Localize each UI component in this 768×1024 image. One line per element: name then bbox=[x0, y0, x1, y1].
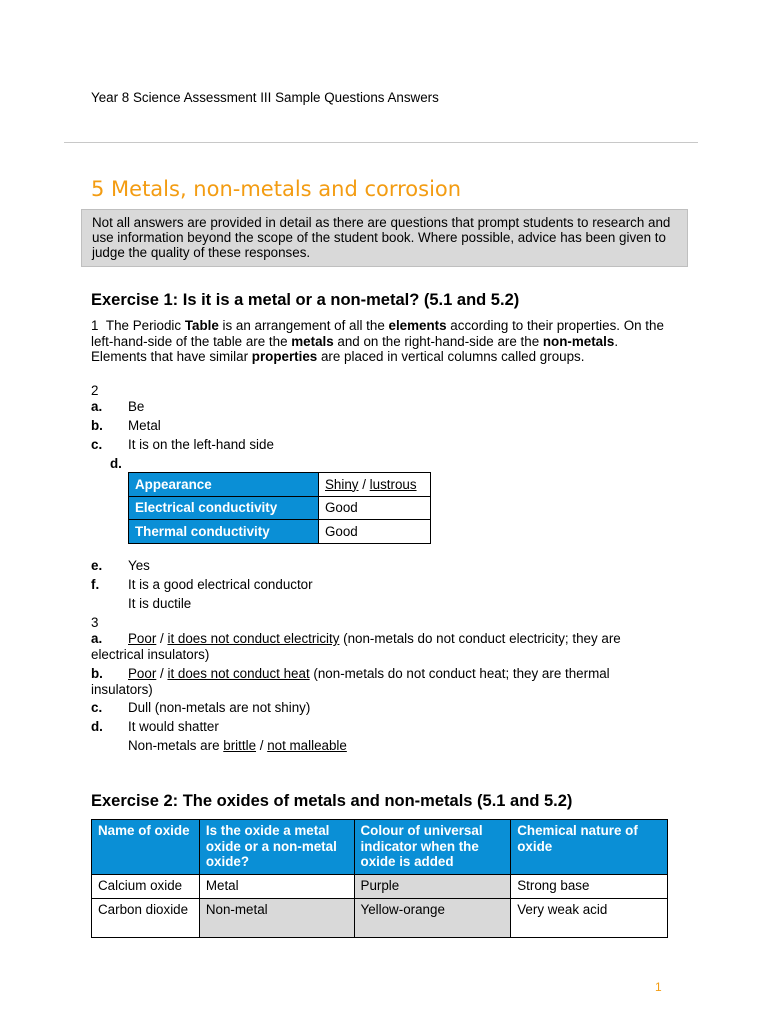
column-header: Is the oxide a metal oxide or a non-metal oxide? bbox=[199, 820, 354, 875]
answer-2b: Metal bbox=[128, 418, 161, 433]
properties-table bbox=[128, 472, 431, 544]
question-1-answer: 1 The Periodic Table is an arrangement of all the elements according to their properties. On the left-hand-side of the table are the metals and on the right-hand-side are the non-metals. Elements that have similar properties are placed in vertical columns called groups. bbox=[91, 318, 664, 364]
section-title: 5 Metals, non-metals and corrosion bbox=[91, 177, 462, 201]
answer-2f-line2: It is ductile bbox=[128, 596, 192, 611]
question-number: 1 bbox=[91, 318, 99, 333]
table-header-cell: Thermal conductivity bbox=[129, 520, 319, 544]
exercise-2-heading: Exercise 2: The oxides of metals and non-metals (5.1 and 5.2) bbox=[91, 792, 573, 810]
column-header: Colour of universal indicator when the oxide is added bbox=[354, 820, 511, 875]
answer-2f-line1: It is a good electrical conductor bbox=[128, 577, 313, 592]
answer-2a: Be bbox=[128, 399, 145, 414]
table-cell: Shiny / lustrous bbox=[319, 473, 431, 497]
table-cell: Purple bbox=[354, 875, 511, 899]
answer-3d-line1: It would shatter bbox=[128, 719, 219, 734]
table-row bbox=[92, 899, 668, 938]
note-box: Not all answers are provided in detail as there are questions that prompt students to research and use information beyond the scope of the student book. Where possible, advice has been given to judge the quality of these responses. bbox=[81, 209, 688, 267]
table-cell: Good bbox=[319, 496, 431, 520]
table-cell: Metal bbox=[199, 875, 354, 899]
answer-label: d. bbox=[110, 456, 122, 471]
answer-label: c. bbox=[91, 437, 103, 452]
table-header-cell: Electrical conductivity bbox=[129, 496, 319, 520]
answer-label: d. bbox=[91, 719, 103, 734]
table-row bbox=[92, 875, 668, 899]
answer-label: a. bbox=[91, 631, 103, 646]
answer-label: f. bbox=[91, 577, 100, 592]
table-cell: Good bbox=[319, 520, 431, 544]
table-row bbox=[129, 520, 431, 544]
table-cell: Very weak acid bbox=[511, 899, 668, 938]
table-cell: Non-metal bbox=[199, 899, 354, 938]
answer-3b: Poor / it does not conduct heat (non-metals do not conduct heat; they are thermal insulators) bbox=[91, 666, 610, 697]
page-number: 1 bbox=[655, 980, 662, 994]
oxides-table bbox=[91, 819, 668, 938]
table-header-row bbox=[92, 820, 668, 875]
answer-label: e. bbox=[91, 558, 103, 573]
answer-2e: Yes bbox=[128, 558, 150, 573]
answer-3a: Poor / it does not conduct electricity (non-metals do not conduct electricity; they are electrical insulators) bbox=[91, 631, 621, 662]
exercise-1-heading: Exercise 1: Is it is a metal or a non-metal? (5.1 and 5.2) bbox=[91, 291, 520, 309]
document-header: Year 8 Science Assessment III Sample Questions Answers bbox=[91, 90, 439, 105]
table-cell: Calcium oxide bbox=[92, 875, 200, 899]
table-row bbox=[129, 473, 431, 497]
answer-3d-line2: Non-metals are brittle / not malleable bbox=[128, 738, 347, 753]
table-row bbox=[129, 496, 431, 520]
column-header: Chemical nature of oxide bbox=[511, 820, 668, 875]
table-cell: Yellow-orange bbox=[354, 899, 511, 938]
answer-3c: Dull (non-metals are not shiny) bbox=[128, 700, 311, 715]
header-divider bbox=[64, 142, 698, 143]
answer-label: b. bbox=[91, 666, 103, 681]
question-3-number: 3 bbox=[91, 615, 99, 630]
table-cell: Strong base bbox=[511, 875, 668, 899]
column-header: Name of oxide bbox=[92, 820, 200, 875]
table-header-cell: Appearance bbox=[129, 473, 319, 497]
table-cell: Carbon dioxide bbox=[92, 899, 200, 938]
answer-2c: It is on the left-hand side bbox=[128, 437, 274, 452]
question-2-number: 2 bbox=[91, 383, 99, 398]
answer-label: a. bbox=[91, 399, 103, 414]
answer-label: b. bbox=[91, 418, 103, 433]
answer-label: c. bbox=[91, 700, 103, 715]
